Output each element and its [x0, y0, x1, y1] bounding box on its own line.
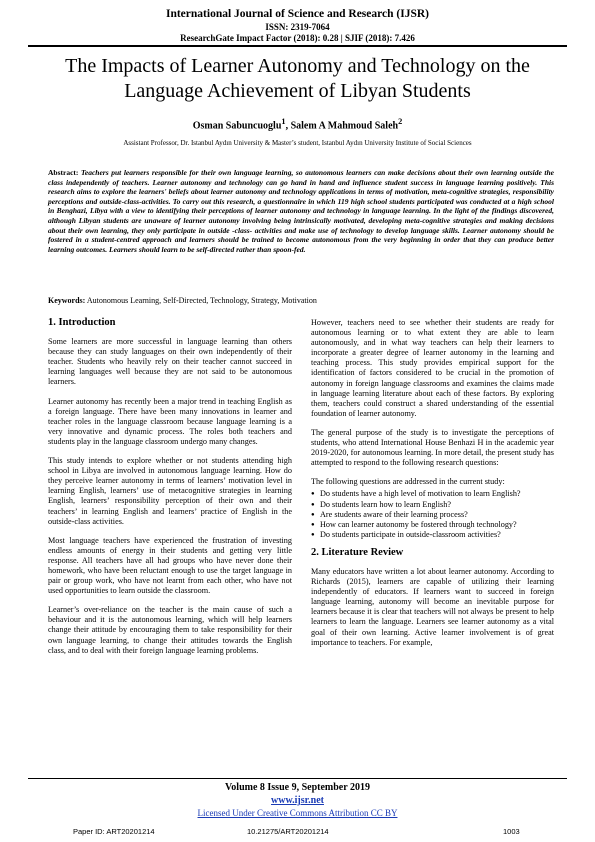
paragraph: Learner’s over-reliance on the teacher is the main cause of such a behaviour and it is the autonomous learning, which will help learners change their attitude by encouraging them to take responsibility for their own language learning, to change their attitudes towards the English class, and to deal with their foreign language learning problems. [48, 605, 292, 655]
paragraph: This study intends to explore whether or not students attending high school in Libya are involved in autonomous language learning. How do they perceive learner autonomy in terms of learners’ motivation level in learning English, learners’ use of metacognitive strategies in learning English, learners’ responsibility perception of their own and their teachers’ in learning English and learners’ practice of English in the outside-class activities. [48, 456, 292, 526]
paragraph: Some learners are more successful in language learning than others because they can study languages on their own independently of their teacher. Students who heavily rely on their teacher cannot succeed in learning languages well because they are not said to be autonomous learners. [48, 337, 292, 387]
paragraph: The general purpose of the study is to investigate the perceptions of students, who attend International House Benhazi H in the academic year 2019-2020, for autonomous learning. In more detail, the present study has attempted to respond to the following research questions: [311, 427, 554, 468]
paragraph: However, teachers need to see whether their students are ready for autonomous learning or to what extent they are able to learn autonomously, and in what way teachers can help their learners to incorporate a greater degree of learner autonomy in the learning and teaching process. This study provides empirical support for the identification of factors considered to be crucial in the promotion of autonomy in foreign language classrooms and examines the claims made in language learning literature about each of these factors. By exploring them, teachers could construct a shared understanding of the essential foundation of learner autonomy. [311, 318, 554, 418]
header-rule [28, 45, 567, 47]
list-item: ● Do students participate in outside-classroom activities? [311, 530, 554, 540]
author-2-affil-mark: 2 [398, 117, 403, 126]
author-separator: , [285, 120, 291, 132]
doi: 10.21275/ART20201214 [247, 827, 329, 836]
footer-rule [28, 778, 567, 779]
list-item: ● How can learner autonomy be fostered through technology? [311, 520, 554, 530]
issn: ISSN: 2319-7064 [265, 22, 330, 32]
paragraph: Many educators have written a lot about learner autonomy. According to Richards (2015), learners are capable of utilizing their learning independently of educators. If learners want to succeed in foreign language learning, autonomy will become an inevitable purpose for learners because it is clear that teachers will not always be present to help learners to learn the language. Learners see learner autonomy as a vital goal of their own learning. Active learner involvement is of great importance to teachers. For example, [311, 566, 554, 647]
keywords [48, 296, 554, 305]
abstract-text: Teachers put learners responsible for their own language learning, so autonomous learners can make decisions about their own learning outside the class independently of teachers. Learner autonomy and technology can go hand in hand and influence student success in language learning positively. This research aims to explore the learners' beliefs about learner autonomy and technology applications in terms of motivation, meta-cognitive strategies, responsibility perceptions and outside-class-activities. To carry out this research, a questionnaire in which 119 high school students participated was conducted at a high school in Benghazi, Libya with a view to identifying their perceptions of learner autonomy and technology in language learning. In the light of the findings discovered, although Libyan students are unaware of learner autonomy involving being intrinsically motivated, developing meta-cognitive strategies and making decisions about their own learning, they only participate in outside -class- activities and make use of technology to develop language skills. Learner autonomy should be fostered in a student-centred approach and learners should be trained to become autonomous from the very beginning in order that they can produce better learning outcomes. Learners should learn to be self-directed rather than spoon-fed. [48, 168, 554, 254]
paper-id: Paper ID: ART20201214 [73, 827, 155, 836]
keywords-label: Keywords: [48, 296, 86, 305]
paragraph: The following questions are addressed in the current study: [311, 477, 505, 487]
author-1: Osman Sabuncuoglu [192, 120, 282, 132]
journal-name: International Journal of Science and Research (IJSR) [165, 8, 429, 20]
list-item: ● Are students aware of their learning process? [311, 510, 554, 520]
abstract-label: Abstract: [48, 168, 79, 177]
research-questions-list [311, 489, 554, 539]
list-item: ● Do students have a high level of motivation to learn English? [311, 489, 554, 499]
author-1-affil-mark: 1 [281, 117, 286, 126]
left-column [48, 318, 292, 665]
section-heading-introduction: 1. Introduction [48, 317, 116, 328]
authors [0, 117, 595, 131]
keywords-text: Autonomous Learning, Self-Directed, Technology, Strategy, Motivation [85, 296, 317, 305]
paragraph: Most language teachers have experienced the frustration of investing endless amounts of energy in their students and getting very little response. All teachers have all had groups who have never done their homework, who have been reluctant enough to use the target language in pair or group work, who have not learnt from each other, who have not used opportunities to learn outside the classroom. [48, 535, 292, 596]
author-2: Salem A Mahmoud Saleh [290, 120, 399, 132]
paragraph: Learner autonomy has recently been a major trend in teaching English as a foreign language. There have been many innovations in learner and teacher roles in the language classroom because language learning is a very innovative and dynamic process. The roles both teachers and students play in the language classroom undergo many changes. [48, 396, 292, 446]
impact-factor: ResearchGate Impact Factor (2018): 0.28 | SJIF (2018): 7.426 [180, 33, 415, 43]
page-number: 1003 [503, 827, 520, 836]
affiliation: Assistant Professor, Dr. Istanbul Aydın University & Master’s student, Istanbul Aydın University Institute of Social Sciences [123, 139, 472, 147]
paper-title: The Impacts of Learner Autonomy and Technology on the Language Achievement of Libyan Students [65, 55, 530, 102]
volume-info: Volume 8 Issue 9, September 2019 [224, 782, 370, 793]
license-link[interactable]: Licensed Under Creative Commons Attribution CC BY [197, 808, 398, 818]
section-heading-literature-review: 2. Literature Review [311, 546, 404, 558]
list-item: ● Do students learn how to learn English? [311, 500, 554, 510]
abstract [48, 168, 554, 254]
right-column [311, 318, 554, 657]
journal-website-link[interactable]: www.ijsr.net [271, 795, 324, 806]
